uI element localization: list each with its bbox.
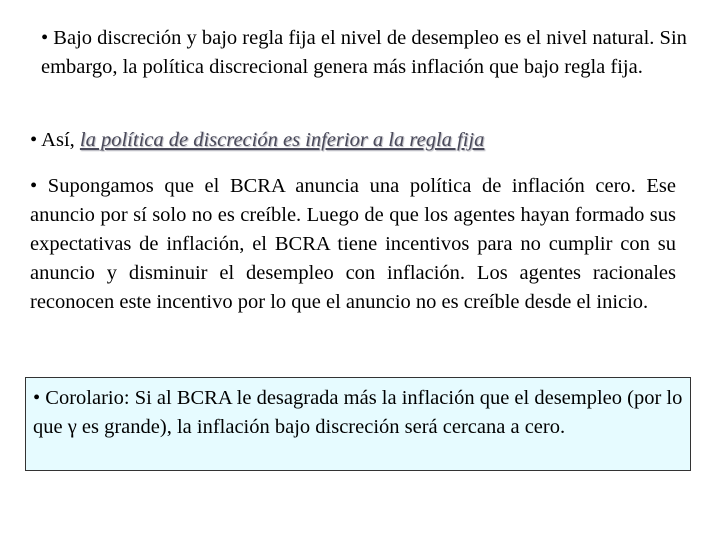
bullet-conclusion (30, 126, 690, 155)
bullet-bcra-announcement: • Supongamos que el BCRA anuncia una política de inflación cero. Ese anuncio por sí solo no es creíble. Luego de que los agentes hayan formado sus expectativas de inflación, el BCRA tiene incentivos para no cumplir con su anuncio y disminuir el desempleo con inflación. Los agentes racionales reconocen este incentivo por lo que el anuncio no es creíble desde el inicio. (30, 175, 676, 313)
corollary-callout-box (25, 377, 691, 471)
bullet-discretion-vs-rule: • Bajo discreción y bajo regla fija el nivel de desempleo es el nivel natural. Sin embargo, la política discrecional genera más inflación que bajo regla fija. (41, 27, 687, 78)
corollary-text: • Corolario: Si al BCRA le desagrada más la inflación que el desempleo (por lo que γ es grande), la inflación bajo discreción será cercana a cero. (33, 387, 683, 438)
bullet-conclusion-prefix: • Así, (30, 129, 80, 151)
bullet-conclusion-emphasis: la política de discreción es inferior a la regla fija (79, 129, 485, 151)
